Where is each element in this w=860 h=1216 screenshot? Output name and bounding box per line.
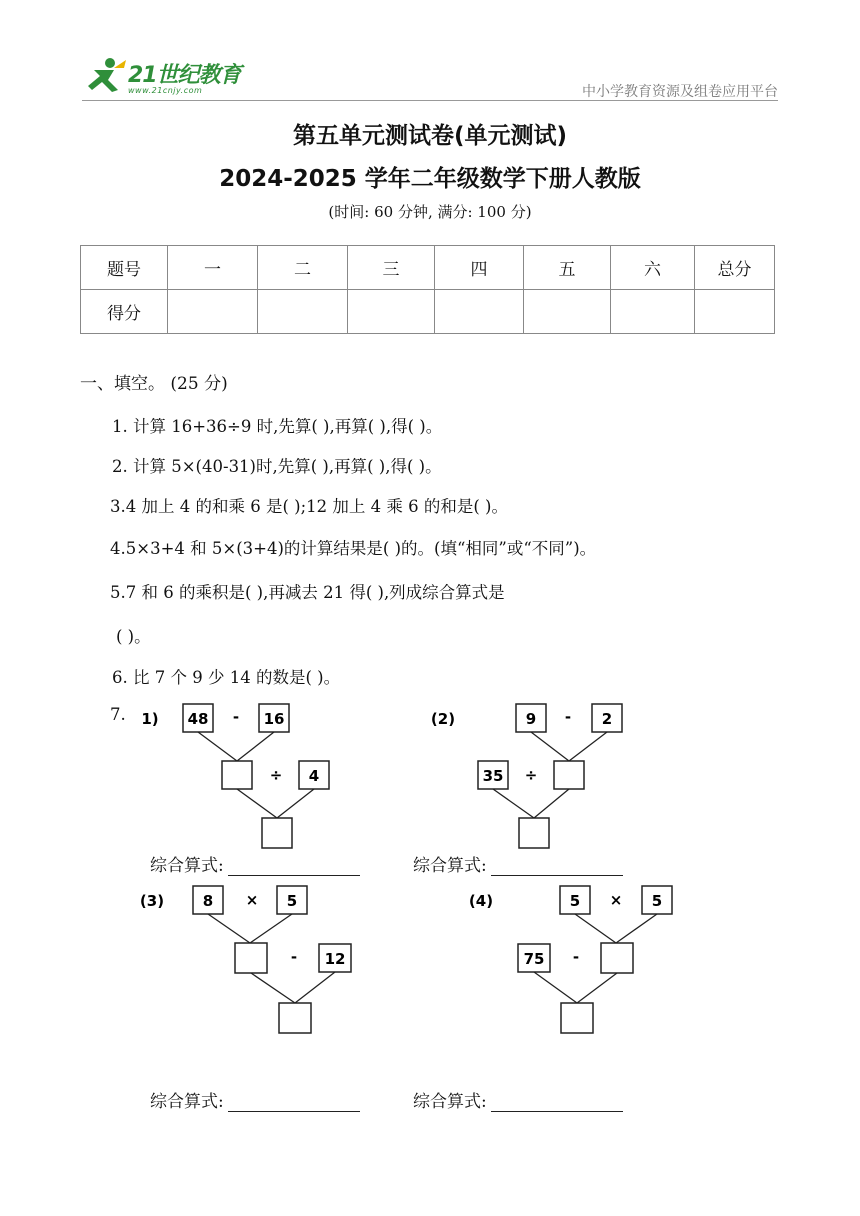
formula-answer-line[interactable] <box>228 859 360 876</box>
score-cell[interactable] <box>168 290 258 334</box>
diagram-number: 35 <box>482 767 504 785</box>
diagram-label: (2) <box>430 710 456 728</box>
answer-box <box>519 818 549 848</box>
answer-box <box>222 761 252 789</box>
exam-subtitle: 2024-2025 学年二年级数学下册人教版 <box>219 166 641 192</box>
caption-label: 综合算式: <box>150 856 224 876</box>
header-divider <box>82 100 778 101</box>
diagram-label: (4) <box>468 892 494 910</box>
question-7-number: 7. <box>110 705 126 724</box>
question-5-continued: ( )。 <box>116 627 151 646</box>
question-4: 4.5×3+4 和 5×(3+4)的计算结果是( )的。(填“相同”或“不同”)。 <box>110 539 597 558</box>
diagram-3 <box>140 886 351 1033</box>
diagram-number: 9 <box>525 710 537 728</box>
caption-label: 综合算式: <box>413 856 487 876</box>
score-header-cell: 总分 <box>695 246 775 290</box>
score-table <box>80 245 775 334</box>
score-header-cell: 三 <box>348 246 435 290</box>
answer-box <box>561 1003 593 1033</box>
diagram-number: 5 <box>569 892 581 910</box>
formula-caption-2 <box>413 851 623 876</box>
formula-answer-line[interactable] <box>491 1095 623 1112</box>
diagram-number: 5 <box>286 892 298 910</box>
answer-box <box>554 761 584 789</box>
question-2: 2. 计算 5×(40-31)时,先算( ),再算( ),得( )。 <box>112 457 442 476</box>
diagram-1 <box>141 704 329 848</box>
score-row-label: 得分 <box>81 290 168 334</box>
diagram-number: 2 <box>601 710 613 728</box>
score-cell[interactable] <box>611 290 695 334</box>
answer-box <box>235 943 267 973</box>
score-header-cell: 五 <box>524 246 611 290</box>
score-table-score-row <box>81 290 775 334</box>
score-header-cell: 六 <box>611 246 695 290</box>
diagram-operator: - <box>232 708 240 726</box>
diagram-operator: × <box>609 891 623 909</box>
exam-title: 第五单元测试卷(单元测试) <box>292 123 568 149</box>
score-header-cell: 二 <box>258 246 348 290</box>
diagram-label: (3) <box>139 892 165 910</box>
diagram-2 <box>431 704 622 848</box>
exam-info: (时间: 60 分钟, 满分: 100 分) <box>328 203 532 221</box>
score-cell[interactable] <box>348 290 435 334</box>
question-6: 6. 比 7 个 9 少 14 的数是( )。 <box>112 668 341 687</box>
caption-label: 综合算式: <box>150 1092 224 1112</box>
diagram-label: 1) <box>141 710 159 728</box>
logo-text: 21世纪教育 <box>128 63 241 88</box>
diagram-number: 5 <box>651 892 663 910</box>
answer-box <box>601 943 633 973</box>
diagram-operator: × <box>245 891 259 909</box>
section-heading: 一、填空。 (25 分) <box>80 374 228 394</box>
formula-caption-4 <box>413 1087 623 1112</box>
formula-caption-3 <box>150 1087 360 1112</box>
score-cell[interactable] <box>695 290 775 334</box>
formula-caption-1 <box>150 851 360 876</box>
question-1: 1. 计算 16+36÷9 时,先算( ),再算( ),得( )。 <box>112 417 443 436</box>
answer-box <box>262 818 292 848</box>
diagram-operator: - <box>290 948 298 966</box>
diagram-number: 48 <box>187 710 209 728</box>
platform-name: 中小学教育资源及组卷应用平台 <box>582 84 778 100</box>
logo-runner-icon <box>84 56 128 96</box>
diagram-operator: - <box>564 708 572 726</box>
diagram-number: 4 <box>308 767 320 785</box>
score-cell[interactable] <box>435 290 524 334</box>
score-cell[interactable] <box>258 290 348 334</box>
formula-answer-line[interactable] <box>491 859 623 876</box>
diagram-4 <box>469 886 672 1033</box>
diagram-operator: ÷ <box>524 766 538 784</box>
score-header-cell: 四 <box>435 246 524 290</box>
formula-answer-line[interactable] <box>228 1095 360 1112</box>
question-5: 5.7 和 6 的乘积是( ),再减去 21 得( ),列成综合算式是 <box>110 583 505 602</box>
diagram-operator: - <box>572 948 580 966</box>
diagram-number: 12 <box>324 950 346 968</box>
score-table-header-row <box>81 246 775 290</box>
answer-box <box>279 1003 311 1033</box>
question-3: 3.4 加上 4 的和乘 6 是( );12 加上 4 乘 6 的和是( )。 <box>110 497 508 516</box>
diagram-number: 8 <box>202 892 214 910</box>
score-header-cell: 题号 <box>81 246 168 290</box>
diagram-operator: ÷ <box>269 766 283 784</box>
caption-label: 综合算式: <box>413 1092 487 1112</box>
diagram-number: 16 <box>263 710 285 728</box>
diagram-number: 75 <box>523 950 545 968</box>
logo-url: www.21cnjy.com <box>128 86 203 95</box>
score-cell[interactable] <box>524 290 611 334</box>
score-header-cell: 一 <box>168 246 258 290</box>
